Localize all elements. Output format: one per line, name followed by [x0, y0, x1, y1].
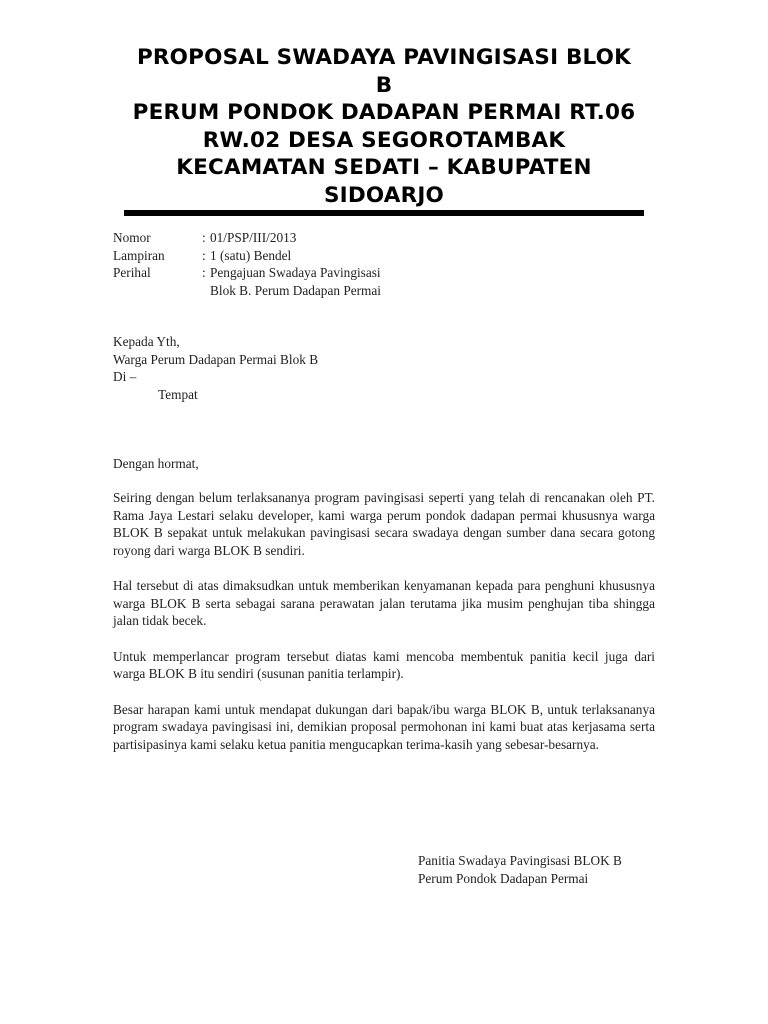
title-line-6: SIDOARJO [323, 182, 445, 208]
recipient-line-1: Kepada Yth, [113, 334, 180, 349]
body-paragraph-1: Seiring dengan belum terlaksananya program pavingisasi seperti yang telah di rencanakan oleh PT. Rama Jaya Lestari selaku developer, kami warga perum pondok dadapan permai khususnya warga BLOK B sepakat untuk melakukan pavingisasi secara swadaya dengan sumber dana secara gotong royong dari warga BLOK B sendiri. [113, 490, 655, 558]
title-line-1: PROPOSAL SWADAYA PAVINGISASI BLOK [136, 45, 632, 70]
salutation: Dengan hormat, [113, 456, 199, 471]
recipient-line-3: Di – [113, 369, 137, 384]
perihal-value-line-2: Blok B. Perum Dadapan Permai [210, 282, 381, 298]
signature-line-2: Perum Pondok Dadapan Permai [418, 870, 589, 886]
body-paragraph-3: Untuk memperlancar program tersebut diatas kami mencoba membentuk panitia kecil juga dari warga BLOK B itu sendiri (susunan panitia terlampir). [113, 648, 655, 681]
meta-row-perihal [113, 264, 533, 282]
lampiran-value: 1 (satu) Bendel [210, 247, 292, 263]
perihal-value-line-1: Pengajuan Swadaya Pavingisasi [210, 265, 381, 280]
lampiran-label: Lampiran [113, 247, 165, 263]
letter-body [113, 489, 655, 771]
recipient-block [113, 333, 533, 403]
meta-row-lampiran [113, 247, 533, 265]
nomor-colon: : [202, 230, 206, 245]
perihal-label: Perihal [113, 265, 151, 280]
lampiran-colon: : [202, 247, 206, 263]
title-line-5: KECAMATAN SEDATI – KABUPATEN [176, 155, 592, 180]
body-paragraph-2: Hal tersebut di atas dimaksudkan untuk memberikan kenyamanan kepada para penghuni khususnya warga BLOK B serta sebagai sarana perawatan jalan terutama jika musim penghujan tiba shingga jalan tidak becek. [113, 578, 655, 628]
document-title [110, 44, 658, 209]
body-paragraph-4: Besar harapan kami untuk mendapat dukungan dari bapak/ibu warga BLOK B, untuk terlaksananya program swadaya pavingisasi ini, demikian proposal permohonan ini kami buat atas kerjasama serta partisipasinya kami selaku ketua panitia mengucapkan terima-kasih yang sebesar-besarnya. [113, 701, 655, 752]
meta-row-nomor [113, 229, 533, 247]
nomor-value: 01/PSP/III/2013 [210, 230, 297, 245]
letter-meta [113, 229, 533, 299]
title-line-3: PERUM PONDOK DADAPAN PERMAI RT.06 [132, 100, 636, 125]
signature-line-1: Panitia Swadaya Pavingisasi BLOK B [418, 853, 622, 868]
perihal-colon: : [202, 265, 206, 280]
title-line-2: B [375, 72, 393, 98]
title-line-4: RW.02 DESA SEGOROTAMBAK [202, 127, 566, 153]
title-divider [124, 210, 644, 216]
recipient-line-2: Warga Perum Dadapan Permai Blok B [113, 351, 319, 367]
recipient-line-4: Tempat [158, 386, 198, 402]
nomor-label: Nomor [113, 230, 151, 245]
signature-block [418, 852, 678, 887]
